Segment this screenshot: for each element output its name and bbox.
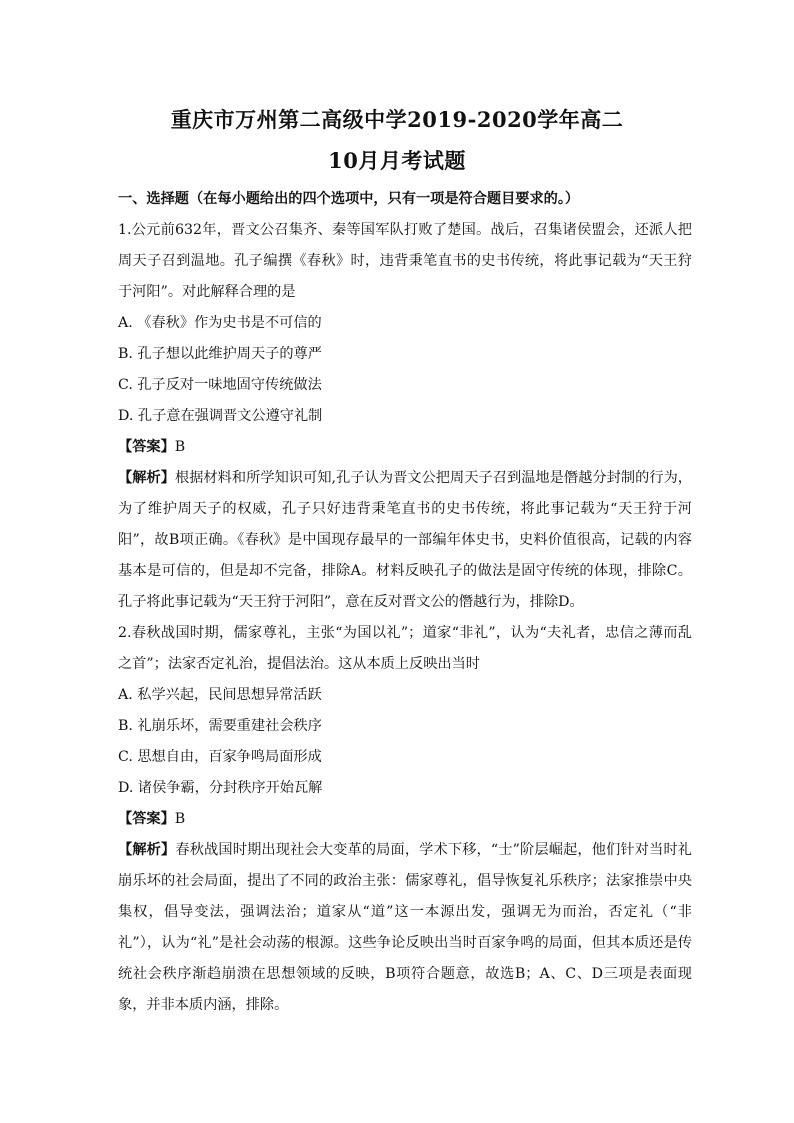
exam-content bbox=[118, 184, 692, 1021]
analysis-paragraph bbox=[118, 835, 692, 1021]
exam-title-line2: 10月月考试题 bbox=[328, 148, 466, 173]
option-b: B. 礼崩乐坏，需要重建社会秩序 bbox=[118, 718, 322, 734]
exam-title-line1: 重庆市万州第二高级中学2019-2020学年高二 bbox=[170, 107, 624, 132]
answer-value: B bbox=[174, 439, 186, 455]
question-stem: 1.公元前632年，晋文公召集齐、秦等国军队打败了楚国。战后，召集诸侯盟会，还派人把周天子召到温地。孔子编撰《春秋》时，违背秉笔直书的史书传统，将此事记载为“天王狩于河阳”。对此解释合理的是 bbox=[118, 222, 692, 300]
answer-label: 【答案】 bbox=[118, 811, 175, 827]
option-b: B. 孔子想以此维护周天子的尊严 bbox=[118, 346, 322, 362]
analysis-text: 春秋战国时期出现社会大变革的局面，学术下移，“士”阶层崛起，他们针对当时礼崩乐坏的社会局面，提出了不同的政治主张：儒家尊礼，倡导恢复礼乐秩序；法家推崇中央集权，倡导变法，强调法治；道家从“道”这一本源出发，强调无为而治，否定礼（“非礼”），认为“礼”是社会动荡的根源。这些争论反映出当时百家争鸣的局面，但其本质还是传统社会秩序渐趋崩溃在思想领域的反映，B项符合题意，故选B；A、C、D三项是表面现象，并非本质内涵，排除。 bbox=[118, 842, 692, 1013]
analysis-label: 【解析】 bbox=[118, 470, 175, 486]
analysis-label: 【解析】 bbox=[118, 842, 176, 858]
option-a: A. 《春秋》作为史书是不可信的 bbox=[118, 315, 322, 331]
option-d: D. 诸侯争霸，分封秩序开始瓦解 bbox=[118, 780, 323, 796]
option-c: C. 思想自由，百家争鸣局面形成 bbox=[118, 749, 322, 765]
analysis-text: 根据材料和所学知识可知,孔子认为晋文公把周天子召到温地是僭越分封制的行为，为了维护周天子的权威，孔子只好违背秉笔直书的史书传统，将此事记载为“天王狩于河阳”，故B项正确。《春秋》是中国现存最早的一部编年体史书，史料价值很高，记载的内容基本是可信的，但是却不完备，排除A。材料反映孔子的做法是固守传统的体现，排除C。孔子将此事记载为“天王狩于河阳”，意在反对晋文公的僭越行为，排除D。 bbox=[118, 470, 692, 610]
answer-label: 【答案】 bbox=[118, 439, 175, 455]
question-1 bbox=[118, 215, 692, 618]
question-stem: 2.春秋战国时期，儒家尊礼，主张“为国以礼”；道家“非礼”，认为“夫礼者，忠信之薄而乱之首”；法家否定礼治，提倡法治。这从本质上反映出当时 bbox=[118, 625, 692, 672]
answer-line bbox=[118, 432, 692, 463]
option-d: D. 孔子意在强调晋文公遵守礼制 bbox=[118, 408, 323, 424]
option-c: C. 孔子反对一味地固守传统做法 bbox=[118, 377, 322, 393]
answer-line bbox=[118, 804, 692, 835]
analysis-paragraph bbox=[118, 463, 692, 618]
answer-value: B bbox=[174, 811, 186, 827]
option-a: A. 私学兴起，民间思想异常活跃 bbox=[118, 687, 322, 703]
section-heading: 一、选择题（在每小题给出的四个选项中，只有一项是符合题目要求的。） bbox=[118, 191, 580, 207]
question-2 bbox=[118, 618, 692, 1021]
